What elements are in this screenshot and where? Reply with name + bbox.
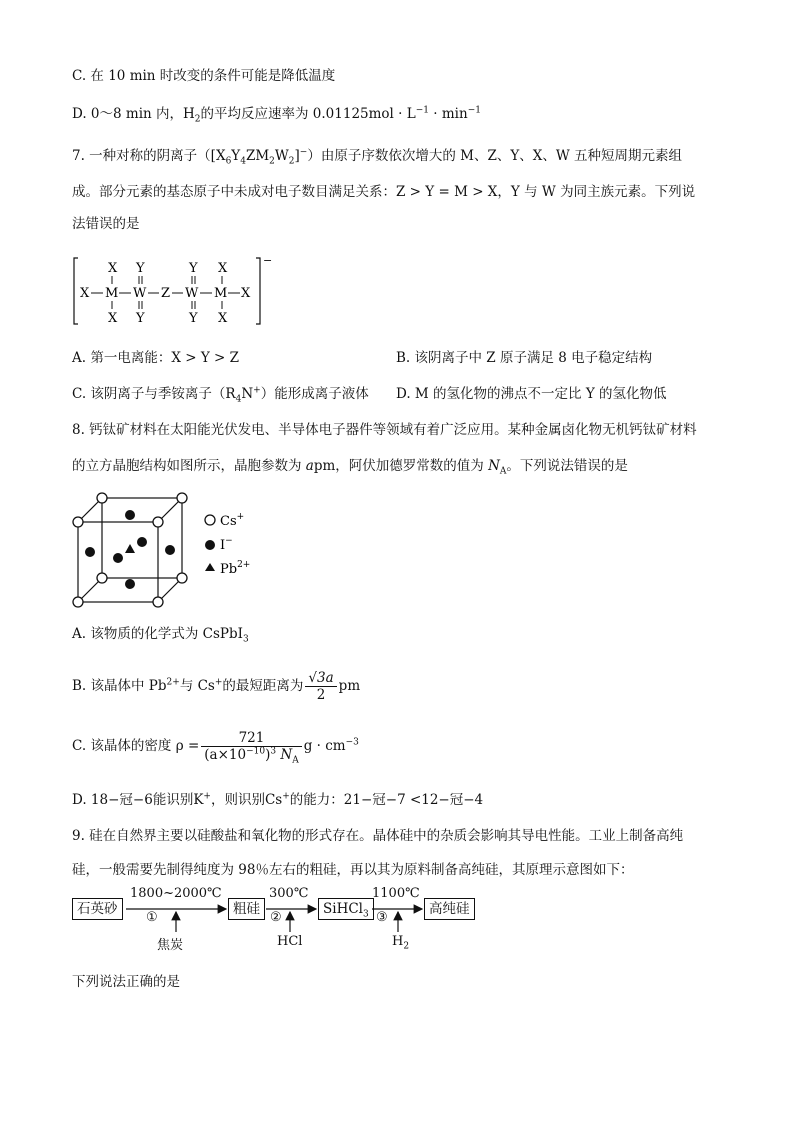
pb-ion xyxy=(125,544,135,553)
q8-stem-line1: 8. 钙钛矿材料在太阳能光伏发电、半导体电子器件等领域有着广泛应用。某种金属卤化物无机钙钛矿材料 xyxy=(72,422,697,438)
cs-ion xyxy=(97,493,107,503)
mid-m2: M xyxy=(214,286,228,301)
cs-ion xyxy=(177,493,187,503)
mid-x2: X xyxy=(241,286,251,301)
legend-i-marker xyxy=(205,540,215,550)
cs-ion xyxy=(97,573,107,583)
top-x1: X xyxy=(108,261,118,276)
right-bracket xyxy=(256,258,260,324)
flow-temp-3: 1100℃ xyxy=(372,886,420,901)
legend-i-label: I− xyxy=(220,536,233,553)
density-fraction: $\frac{721}{(a\times 10^{-10})^3 N_A}$ xyxy=(201,730,301,763)
q8-option-c: C. 该晶体的密度 ρ = $\frac{721}{(a\times 10^{-10})^3 N_A}$ $g \cdot cm^{-3}$ xyxy=(72,730,359,766)
flow-box-quartz-sand: 石英砂 xyxy=(72,898,123,920)
q8-option-b: B. 该晶体中 $Pb^{2+}$与 Cs+的最短距离为 $\frac{√3a}{2}$ pm xyxy=(72,670,361,703)
flow-step-1: ① xyxy=(146,910,158,925)
top-y1: Y xyxy=(136,261,145,276)
i-ion xyxy=(113,553,123,563)
flow-temp-1: 1800~2000℃ xyxy=(130,886,222,901)
mid-m1: M xyxy=(105,286,119,301)
q7-option-c: C. 该阴离子与季铵离子$(R_4N^+)$能形成离子液体 xyxy=(72,385,369,405)
q7-stem-line2: 成。部分元素的基态原子中未成对电子数目满足关系：Z > Y = M > X，Y 与 W 为同主族元素。下列说 xyxy=(72,184,696,200)
q6-option-c: C. 在 10 min 时改变的条件可能是降低温度 xyxy=(72,68,336,84)
flow-box-sihcl3: SiHCl$_3$ xyxy=(318,898,374,920)
q6-option-d: D. 0～8 min 内，$H_2$的平均反应速率为 $0.01125mol \cdot L^{-1} \cdot \min^{-1}$ xyxy=(72,105,481,125)
flow-step-3: ③ xyxy=(376,910,388,925)
legend-cs-label: Cs+ xyxy=(220,512,245,529)
mid-w1: W xyxy=(133,286,147,301)
q7-stem-line1: 7. 一种对称的阴离子$([X_6Y_4ZM_2W_2]^-)$由原子序数依次增大的 M、Z、Y、X、W 五种短周期元素组 xyxy=(72,147,683,167)
flow-arrows xyxy=(0,880,794,940)
flow-reagent-2: HCl xyxy=(277,934,303,949)
distance-fraction: $\frac{√3a}{2}$ xyxy=(305,670,336,703)
mid-z: Z xyxy=(161,286,171,301)
flow-step-2: ② xyxy=(270,910,282,925)
q7-option-d: D. M 的氢化物的沸点不一定比 Y 的氢化物低 xyxy=(396,386,667,402)
bottom-y1: Y xyxy=(136,311,145,326)
flow-reagent-3: $H_2$ xyxy=(392,934,410,952)
q7-option-b: B. 该阴离子中 Z 原子满足 8 电子稳定结构 xyxy=(396,350,653,366)
flow-reagent-1: 焦炭 xyxy=(157,938,184,953)
q9-stem-line1: 9. 硅在自然界主要以硅酸盐和氧化物的形式存在。晶体硅中的杂质会影响其导电性能。工业上制备高纯 xyxy=(72,828,684,844)
legend-pb-label: $Pb^{2+}$ xyxy=(220,560,251,577)
q7-option-a: A. 第一电离能：X > Y > Z xyxy=(72,350,240,366)
top-x2: X xyxy=(218,261,228,276)
flow-box-high-purity-silicon: 高纯硅 xyxy=(424,898,475,920)
cs-ion xyxy=(73,597,83,607)
flow-temp-2: 300℃ xyxy=(269,886,309,901)
q9-stem-line2: 硅，一般需要先制得纯度为 98％左右的粗硅，再以其为原料制备高纯硅，其原理示意图如下： xyxy=(72,862,634,878)
mid-w2: W xyxy=(185,286,199,301)
bottom-x2: X xyxy=(218,311,228,326)
left-bracket xyxy=(74,258,78,324)
q8-option-a: A. 该物质的化学式为 CsPbI$_3$ xyxy=(72,626,249,645)
top-y2: Y xyxy=(189,261,198,276)
q9-question-prompt: 下列说法正确的是 xyxy=(72,974,180,990)
cs-ion xyxy=(153,597,163,607)
bottom-x1: X xyxy=(108,311,118,326)
q7-anion-structure xyxy=(70,252,280,330)
i-ion xyxy=(85,547,95,557)
structure-charge: − xyxy=(263,254,273,267)
i-ion xyxy=(137,537,147,547)
cs-ion xyxy=(177,573,187,583)
i-ion xyxy=(125,510,135,520)
legend-pb-marker xyxy=(205,563,215,571)
q8-stem-line2: 的立方晶胞结构如图所示，晶胞参数为 apm，阿伏加德罗常数的值为 $N_A$。下列说法错误的是 xyxy=(72,458,628,477)
i-ion xyxy=(165,545,175,555)
legend-cs-marker xyxy=(205,515,215,525)
q7-stem-line3: 法错误的是 xyxy=(72,216,140,232)
mid-x1: X xyxy=(80,286,90,301)
q8-unit-cell-diagram xyxy=(70,490,260,610)
i-ion xyxy=(125,579,135,589)
bottom-y2: Y xyxy=(189,311,198,326)
cs-ion xyxy=(153,517,163,527)
flow-box-crude-silicon: 粗硅 xyxy=(228,898,265,920)
cs-ion xyxy=(73,517,83,527)
q8-option-d: D. 18−冠−6能识别K+，则识别Cs+的能力：21−冠−7 <12−冠−4 xyxy=(72,791,484,808)
